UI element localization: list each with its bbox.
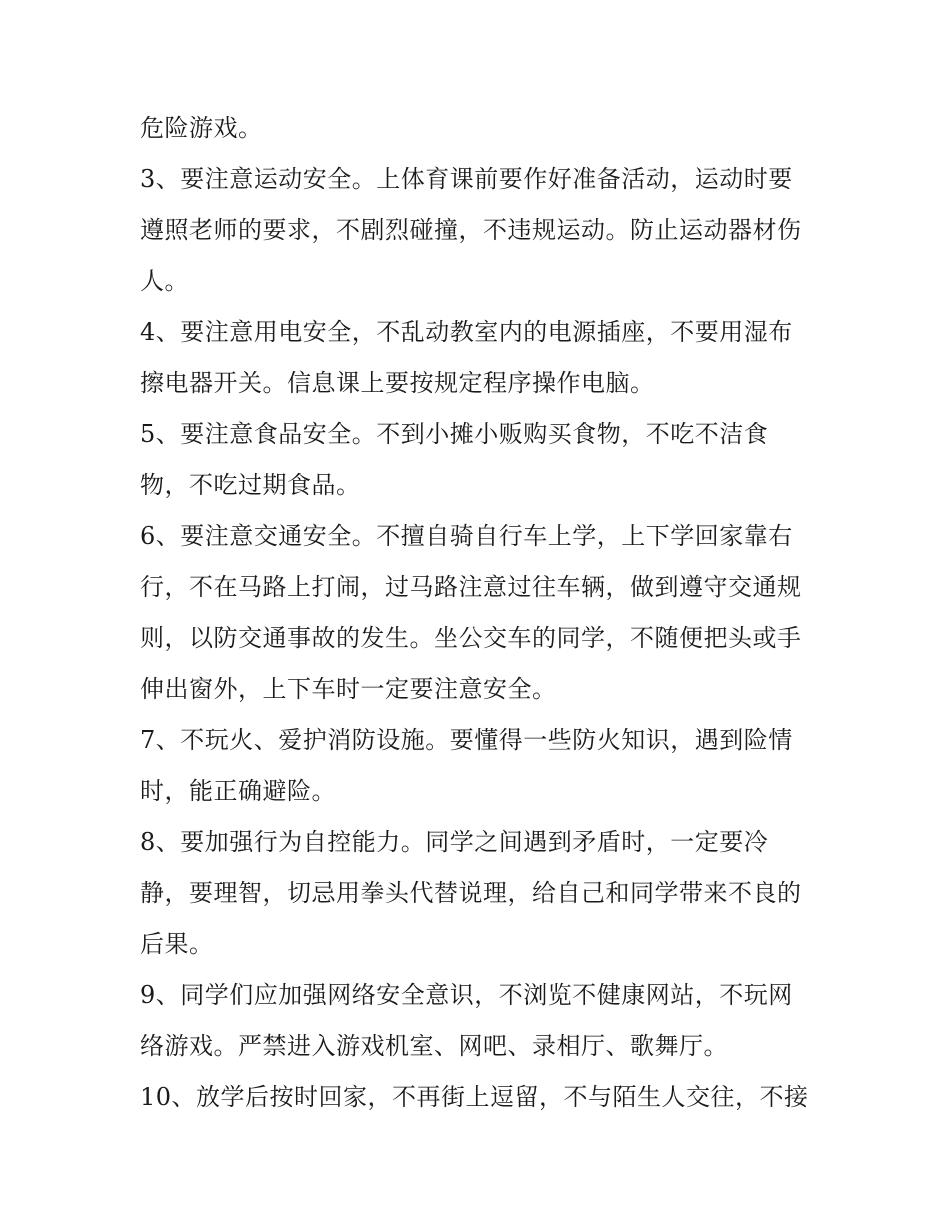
text-line: 遵照老师的要求，不剧烈碰撞，不违规运动。防止运动器材伤 [140, 216, 802, 244]
text-line: 络游戏。严禁进入游戏机室、网吧、录相厅、歌舞厅。 [140, 1032, 728, 1060]
text-line: 10、放学后按时回家，不再街上逗留，不与陌生人交往，不接 [140, 1083, 809, 1111]
text-line: 时，能正确避险。 [140, 777, 336, 805]
text-line: 伸出窗外，上下车时一定要注意安全。 [140, 675, 557, 703]
text-line: 擦电器开关。信息课上要按规定程序操作电脑。 [140, 369, 655, 397]
text-line: 8、要加强行为自控能力。同学之间遇到矛盾时，一定要冷 [140, 828, 769, 856]
text-line: 7、不玩火、爱护消防设施。要懂得一些防火知识，遇到险情 [140, 726, 793, 754]
text-line: 危险游戏。 [140, 114, 263, 142]
body-text [140, 103, 820, 1123]
text-line: 4、要注意用电安全，不乱动教室内的电源插座，不要用湿布 [140, 318, 793, 346]
text-line: 后果。 [140, 930, 214, 958]
text-line: 则，以防交通事故的发生。坐公交车的同学，不随便把头或手 [140, 624, 802, 652]
text-line: 物，不吃过期食品。 [140, 471, 361, 499]
text-line: 行，不在马路上打闹，过马路注意过往车辆，做到遵守交通规 [140, 573, 802, 601]
text-line: 9、同学们应加强网络安全意识，不浏览不健康网站，不玩网 [140, 981, 793, 1009]
text-line: 静，要理智，切忌用拳头代替说理，给自己和同学带来不良的 [140, 879, 802, 907]
text-line: 人。 [140, 267, 189, 295]
text-line: 6、要注意交通安全。不擅自骑自行车上学，上下学回家靠右 [140, 522, 793, 550]
text-line: 5、要注意食品安全。不到小摊小贩购买食物，不吃不洁食 [140, 420, 769, 448]
text-line: 3、要注意运动安全。上体育课前要作好准备活动，运动时要 [140, 165, 793, 193]
